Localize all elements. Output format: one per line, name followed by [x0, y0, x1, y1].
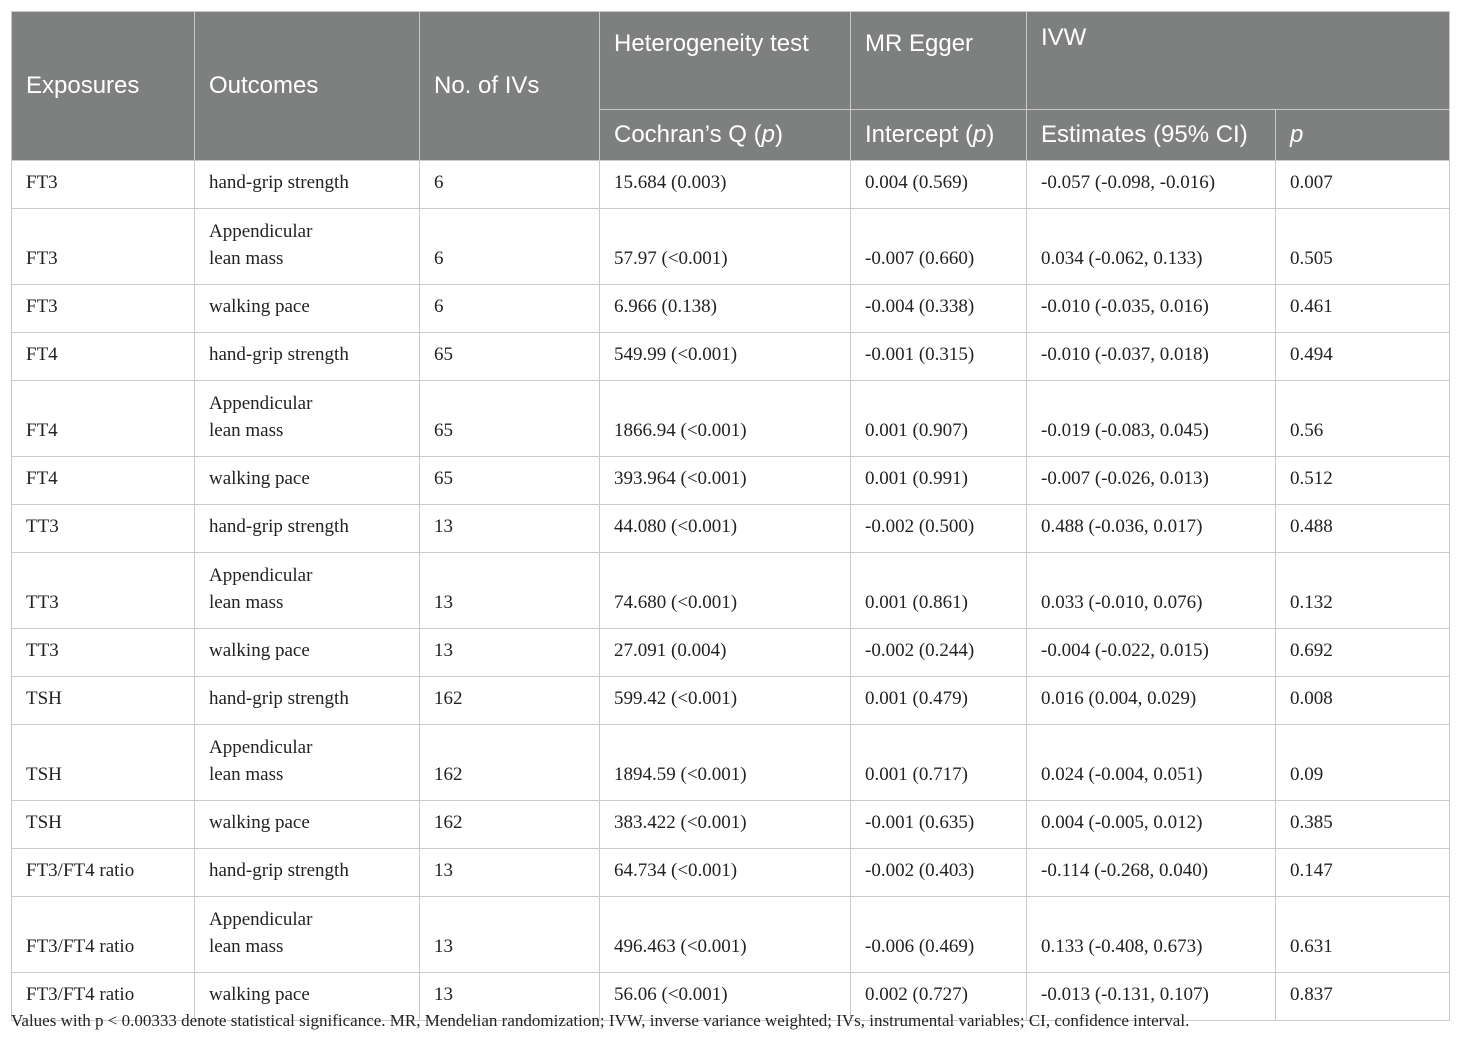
cell-estimate: 0.133 (-0.408, 0.673)	[1027, 897, 1276, 973]
cochrans-q-close: )	[774, 121, 783, 148]
intercept-close: )	[986, 121, 995, 148]
cell-estimate: -0.010 (-0.035, 0.016)	[1027, 285, 1276, 333]
cell-estimate: -0.007 (-0.026, 0.013)	[1027, 457, 1276, 505]
cell-intercept: 0.001 (0.479)	[851, 677, 1027, 725]
cell-p: 0.385	[1276, 801, 1450, 849]
header-ivw: IVW	[1027, 12, 1450, 110]
cell-num-ivs: 65	[420, 457, 600, 505]
cell-cochrans-q: 74.680 (<0.001)	[600, 553, 851, 629]
cell-estimate: 0.034 (-0.062, 0.133)	[1027, 209, 1276, 285]
cell-p: 0.505	[1276, 209, 1450, 285]
cell-num-ivs: 162	[420, 725, 600, 801]
cell-outcome: hand-grip strength	[195, 677, 420, 725]
cell-num-ivs: 162	[420, 677, 600, 725]
cell-estimate: -0.019 (-0.083, 0.045)	[1027, 381, 1276, 457]
table-row	[12, 285, 1450, 333]
cell-cochrans-q: 44.080 (<0.001)	[600, 505, 851, 553]
cell-estimate: -0.013 (-0.131, 0.107)	[1027, 973, 1276, 1021]
cochrans-q-label: Cochran’s Q (	[614, 121, 762, 148]
cell-outcome: walking pace	[195, 801, 420, 849]
table-row	[12, 161, 1450, 209]
cell-cochrans-q: 57.97 (<0.001)	[600, 209, 851, 285]
cell-exposure: TT3	[12, 629, 195, 677]
cell-p: 0.09	[1276, 725, 1450, 801]
cell-num-ivs: 13	[420, 973, 600, 1021]
cell-outcome: hand-grip strength	[195, 505, 420, 553]
cell-estimate: 0.488 (-0.036, 0.017)	[1027, 505, 1276, 553]
cell-exposure: FT3/FT4 ratio	[12, 897, 195, 973]
cell-exposure: TT3	[12, 553, 195, 629]
table-row	[12, 849, 1450, 897]
cell-num-ivs: 13	[420, 629, 600, 677]
cochrans-q-p: p	[761, 121, 775, 148]
table-row	[12, 333, 1450, 381]
cell-estimate: 0.004 (-0.005, 0.012)	[1027, 801, 1276, 849]
cell-p: 0.147	[1276, 849, 1450, 897]
header-estimates: Estimates (95% CI)	[1027, 110, 1276, 161]
header-p-label: p	[1290, 121, 1304, 148]
cell-p: 0.692	[1276, 629, 1450, 677]
cell-intercept: 0.004 (0.569)	[851, 161, 1027, 209]
cell-outcome: hand-grip strength	[195, 161, 420, 209]
cell-p: 0.631	[1276, 897, 1450, 973]
cell-cochrans-q: 27.091 (0.004)	[600, 629, 851, 677]
cell-exposure: TSH	[12, 677, 195, 725]
cell-outcome: Appendicular lean mass	[195, 553, 420, 629]
cell-estimate: -0.114 (-0.268, 0.040)	[1027, 849, 1276, 897]
table-row	[12, 381, 1450, 457]
cell-num-ivs: 13	[420, 849, 600, 897]
cell-num-ivs: 13	[420, 505, 600, 553]
cell-cochrans-q: 64.734 (<0.001)	[600, 849, 851, 897]
cell-estimate: -0.057 (-0.098, -0.016)	[1027, 161, 1276, 209]
cell-p: 0.837	[1276, 973, 1450, 1021]
cell-outcome: walking pace	[195, 285, 420, 333]
cell-intercept: 0.001 (0.717)	[851, 725, 1027, 801]
header-cochrans-q	[600, 110, 851, 161]
cell-exposure: TSH	[12, 725, 195, 801]
cell-outcome: walking pace	[195, 457, 420, 505]
cell-intercept: -0.001 (0.315)	[851, 333, 1027, 381]
cell-cochrans-q: 599.42 (<0.001)	[600, 677, 851, 725]
cell-outcome: hand-grip strength	[195, 333, 420, 381]
table-row	[12, 677, 1450, 725]
cell-intercept: -0.006 (0.469)	[851, 897, 1027, 973]
cell-outcome: Appendicular lean mass	[195, 209, 420, 285]
cell-exposure: FT4	[12, 381, 195, 457]
cell-estimate: 0.033 (-0.010, 0.076)	[1027, 553, 1276, 629]
cell-exposure: FT3	[12, 285, 195, 333]
table-row	[12, 801, 1450, 849]
table-row	[12, 209, 1450, 285]
cell-intercept: -0.007 (0.660)	[851, 209, 1027, 285]
cell-outcome: Appendicular lean mass	[195, 725, 420, 801]
cell-outcome: walking pace	[195, 629, 420, 677]
table-row	[12, 897, 1450, 973]
cell-p: 0.494	[1276, 333, 1450, 381]
cell-p: 0.461	[1276, 285, 1450, 333]
cell-num-ivs: 65	[420, 333, 600, 381]
cell-cochrans-q: 15.684 (0.003)	[600, 161, 851, 209]
cell-cochrans-q: 56.06 (<0.001)	[600, 973, 851, 1021]
cell-cochrans-q: 383.422 (<0.001)	[600, 801, 851, 849]
table-row	[12, 629, 1450, 677]
header-heterogeneity: Heterogeneity test	[600, 12, 851, 110]
table-row	[12, 457, 1450, 505]
cell-intercept: -0.001 (0.635)	[851, 801, 1027, 849]
cell-intercept: 0.002 (0.727)	[851, 973, 1027, 1021]
cell-p: 0.007	[1276, 161, 1450, 209]
header-intercept	[851, 110, 1027, 161]
cell-intercept: 0.001 (0.861)	[851, 553, 1027, 629]
cell-p: 0.132	[1276, 553, 1450, 629]
cell-p: 0.512	[1276, 457, 1450, 505]
cell-num-ivs: 6	[420, 285, 600, 333]
intercept-label: Intercept (	[865, 121, 974, 148]
cell-num-ivs: 13	[420, 553, 600, 629]
table-footnote: Values with p < 0.00333 denote statistical significance. MR, Mendelian randomization; IVW, inverse variance weighted; IVs, instrumental variables; CI, confidence interval.	[11, 1011, 1190, 1030]
cell-p: 0.488	[1276, 505, 1450, 553]
intercept-p: p	[973, 121, 987, 148]
cell-estimate: -0.010 (-0.037, 0.018)	[1027, 333, 1276, 381]
cell-cochrans-q: 549.99 (<0.001)	[600, 333, 851, 381]
cell-cochrans-q: 1894.59 (<0.001)	[600, 725, 851, 801]
header-num-ivs: No. of IVs	[420, 12, 600, 161]
results-table-container	[11, 11, 1449, 1021]
cell-intercept: -0.002 (0.500)	[851, 505, 1027, 553]
cell-outcome: walking pace	[195, 973, 420, 1021]
cell-p: 0.008	[1276, 677, 1450, 725]
cell-exposure: FT4	[12, 457, 195, 505]
table-header	[12, 12, 1450, 161]
cell-outcome: Appendicular lean mass	[195, 381, 420, 457]
header-exposures: Exposures	[12, 12, 195, 161]
table-row	[12, 553, 1450, 629]
cell-intercept: -0.002 (0.403)	[851, 849, 1027, 897]
cell-num-ivs: 65	[420, 381, 600, 457]
cell-cochrans-q: 1866.94 (<0.001)	[600, 381, 851, 457]
cell-intercept: -0.004 (0.338)	[851, 285, 1027, 333]
table-row	[12, 505, 1450, 553]
cell-estimate: 0.024 (-0.004, 0.051)	[1027, 725, 1276, 801]
cell-intercept: 0.001 (0.907)	[851, 381, 1027, 457]
cell-num-ivs: 6	[420, 161, 600, 209]
cell-estimate: 0.016 (0.004, 0.029)	[1027, 677, 1276, 725]
cell-intercept: -0.002 (0.244)	[851, 629, 1027, 677]
cell-exposure: FT3/FT4 ratio	[12, 849, 195, 897]
cell-cochrans-q: 393.964 (<0.001)	[600, 457, 851, 505]
cell-exposure: TSH	[12, 801, 195, 849]
table-body	[12, 161, 1450, 1021]
cell-exposure: FT3/FT4 ratio	[12, 973, 195, 1021]
cell-cochrans-q: 496.463 (<0.001)	[600, 897, 851, 973]
cell-intercept: 0.001 (0.991)	[851, 457, 1027, 505]
results-table	[11, 11, 1450, 1021]
cell-exposure: TT3	[12, 505, 195, 553]
cell-exposure: FT3	[12, 161, 195, 209]
cell-outcome: Appendicular lean mass	[195, 897, 420, 973]
table-row	[12, 725, 1450, 801]
cell-cochrans-q: 6.966 (0.138)	[600, 285, 851, 333]
cell-p: 0.56	[1276, 381, 1450, 457]
cell-exposure: FT3	[12, 209, 195, 285]
header-p	[1276, 110, 1450, 161]
cell-num-ivs: 162	[420, 801, 600, 849]
cell-num-ivs: 13	[420, 897, 600, 973]
cell-num-ivs: 6	[420, 209, 600, 285]
cell-outcome: hand-grip strength	[195, 849, 420, 897]
header-mr-egger: MR Egger	[851, 12, 1027, 110]
cell-estimate: -0.004 (-0.022, 0.015)	[1027, 629, 1276, 677]
header-outcomes: Outcomes	[195, 12, 420, 161]
cell-exposure: FT4	[12, 333, 195, 381]
